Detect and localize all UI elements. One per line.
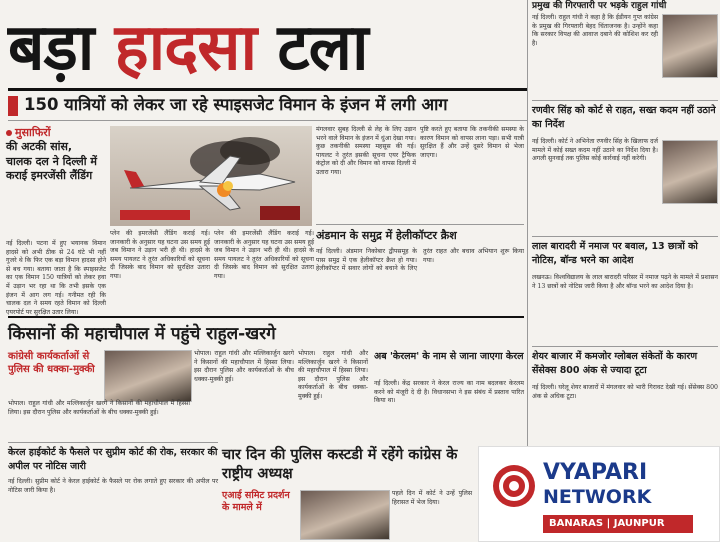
top-story-body-a2: प्लेन की इमरजेंसी लैंडिंग कराई गई। जानकारी के अनुसार यह घटना उस समय हुई जब विमान ने उड़ान भरी ही थी। हादसे के समय पायलट ने तुरंत अधिकारियों को सूचना दी जिसके बाद विमान को सुरक्षित उतारा गया। — [214, 230, 314, 280]
divider — [532, 346, 718, 347]
ranveer-photo — [662, 140, 718, 204]
left-story-body: नई दिल्ली। पटना में हुए भयानक विमान हादसे को अभी ठीक से 24 घंटे भी नहीं गुजरे थे कि फिर एक बड़ा विमान हादसा होने से बच गया। बताया जाता है कि स्पाइसजेट का एक विमान 150 यात्रियों को लेकर हवा में उड़ान भर रहा था कि तभी इसके एक इंजन में आग लग गई। गनीमत रही कि चालक दल ने समय रहते विमान को दिल्ली एयरपोर्ट पर सुरक्षित उतार लिया। — [6, 240, 106, 316]
network-logo-icon — [493, 465, 535, 507]
right-story3-body: लखनऊ। विश्वविद्यालय के लाल बारादरी परिसर में नमाज पढ़ने के मामले में प्रशासन ने 13 छात्रों को नोटिस जारी किया है और बॉन्ड भरने का आदेश दिया है। — [532, 274, 718, 290]
andaman-body: नई दिल्ली। अंडमान निकोबार द्वीपसमूह के पास समुद्र में एक हेलीकॉप्टर क्रैश हो गया। हेलीकॉप्टर में सवार लोगों को बचाने के लिए तुरंत राहत और बचाव अभियान शुरू किया गया। — [316, 248, 524, 273]
police-custody-body: पहले दिन में कोर्ट ने उन्हें पुलिस हिरासत में भेज दिया। — [392, 490, 472, 506]
mid-story-body: भोपाल। राहुल गांधी और मल्लिकार्जुन खरगे ने किसानों की महाचौपाल में हिस्सा लिया। इस दौरान पुलिस और कार्यकर्ताओं के बीच धक्का-मुक्की हुई। — [8, 400, 190, 416]
right-story2-headline: रणवीर सिंह को कोर्ट से राहत, सख्त कदम नहीं उठाने का निर्देश — [532, 105, 716, 130]
right-story4-body: नई दिल्ली। घरेलू शेयर बाजारों में मंगलवार को भारी गिरावट देखी गई। सेंसेक्स 800 अंक से अधिक टूटा। — [532, 384, 718, 400]
keralam-body: नई दिल्ली। केंद्र सरकार ने केरल राज्य का नाम बदलकर केरलम करने को मंजूरी दे दी है। विधानसभा ने इस संबंध में प्रस्ताव पारित किया था। — [374, 380, 524, 405]
divider — [8, 120, 528, 121]
vyapari-network-ad[interactable]: VYAPARI NETWORK BANARAS | JAUNPUR — [478, 446, 720, 542]
mid-story-headline: किसानों की महाचौपाल में पहुंचे राहुल-खरगे — [8, 324, 276, 344]
divider — [316, 224, 524, 225]
keralam-headline: अब 'केरलम' के नाम से जाना जाएगा केरल — [374, 351, 524, 362]
sub-headline: 150 यात्रियों को लेकर जा रहे स्पाइसजेट विमान के इंजन में लगी आग — [8, 92, 528, 118]
andaman-headline: अंडमान के समुद्र में हेलीकॉप्टर क्रैश — [316, 229, 457, 242]
kerala-hc-body: नई दिल्ली। सुप्रीम कोर्ट ने केरल हाईकोर्ट के फैसले पर रोक लगाते हुए सरकार की अपील पर नोटिस जारी किया है। — [8, 478, 218, 494]
police-custody-kicker: एआई समिट प्रदर्शन के मामले में — [222, 490, 290, 513]
divider — [532, 100, 718, 101]
mid-story-kicker: कांग्रेसी कार्यकर्ताओं से पुलिस की धक्का-मुक्की — [8, 351, 95, 375]
left-story: मुसाफिरों की अटकी सांस, चालक दल ने दिल्ली में कराई इमरजेंसी लैंडिंग — [6, 126, 97, 182]
rahul-kharge-photo — [104, 350, 192, 402]
right-story3-headline: लाल बारादरी में नमाज पर बवाल, 13 छात्रों को नोटिस, बॉन्ड भरने का आदेश — [532, 241, 698, 266]
ad-cities: BANARAS | JAUNPUR — [543, 515, 693, 533]
top-story-body-a: प्लेन की इमरजेंसी लैंडिंग कराई गई। जानकारी के अनुसार यह घटना उस समय हुई जब विमान ने उड़ान भरी ही थी। हादसे के समय पायलट ने तुरंत अधिकारियों को सूचना दी जिसके बाद विमान को सुरक्षित उतारा गया। — [110, 230, 210, 280]
headline-rule — [8, 88, 528, 91]
top-story-body-b: मंगलवार सुबह दिल्ली से लेह के लिए उड़ान भरने वाले विमान के इंजन में धुंआ देखा गया। कुछ तकनीकी समस्या महसूस की गई। पायलट ने तुरंत इसकी सूचना एयर ट्रैफिक कंट्रोल को दी और विमान को वापस दिल्ली में उतारा गया। — [316, 126, 416, 176]
top-story-body-c: पुष्टि करते हुए बताया कि तकनीकी समस्या के कारण विमान को वापस लाना पड़ा। सभी यात्री सुरक्षित हैं और उन्हें दूसरे विमान से भेजा जाएगा। — [420, 126, 524, 159]
mid-story-body2: भोपाल। राहुल गांधी और मल्लिकार्जुन खरगे ने किसानों की महाचौपाल में हिस्सा लिया। इस दौरान पुलिस और कार्यकर्ताओं के बीच धक्का-मुक्की हुई। — [194, 350, 294, 383]
divider — [532, 236, 718, 237]
main-headline: बड़ा हादसा टला — [8, 11, 368, 85]
airplane-fire-icon — [110, 126, 312, 226]
rahul-photo — [662, 14, 718, 78]
mid-story-body3: भोपाल। राहुल गांधी और मल्लिकार्जुन खरगे ने किसानों की महाचौपाल में हिस्सा लिया। इस दौरान पुलिस और कार्यकर्ताओं के बीच धक्का-मुक्की हुई। — [298, 350, 368, 400]
flag-marker — [8, 96, 18, 116]
police-custody-headline: चार दिन की पुलिस कस्टडी में रहेंगे कांग्रेस के राष्ट्रीय अध्यक्ष — [222, 447, 458, 482]
plane-photo — [110, 126, 312, 226]
protest-photo — [300, 490, 390, 540]
kerala-hc-headline: केरल हाईकोर्ट के फैसले पर सुप्रीम कोर्ट की रोक, सरकार की अपील पर नोटिस जारी — [8, 447, 218, 472]
bullet-icon — [6, 130, 12, 136]
right-story4-headline: शेयर बाजार में कमजोर ग्लोबल संकेतों के कारण सेंसेक्स 800 अंक से ज्यादा टूटा — [532, 351, 698, 376]
right-story1-headline: प्रमुख की गिरफ्तारी पर भड़के राहुल गांधी — [532, 1, 667, 11]
divider — [8, 442, 218, 443]
right-story2-body: नई दिल्ली। कोर्ट ने अभिनेता रणवीर सिंह के खिलाफ दर्ज मामले में कोई सख्त कदम नहीं उठाने का निर्देश दिया है। अगली सुनवाई तक पुलिस कोई कार्रवाई नहीं करेगी। — [532, 138, 658, 163]
divider — [8, 316, 524, 318]
right-story1-body: नई दिल्ली। राहुल गांधी ने कहा है कि ईडीयन गुप्त कांग्रेस के प्रमुख की गिरफ्तारी बेहद चिंताजनक है। उन्होंने कहा कि सरकार विपक्ष की आवाज दबाने की कोशिश कर रही है। — [532, 14, 658, 47]
